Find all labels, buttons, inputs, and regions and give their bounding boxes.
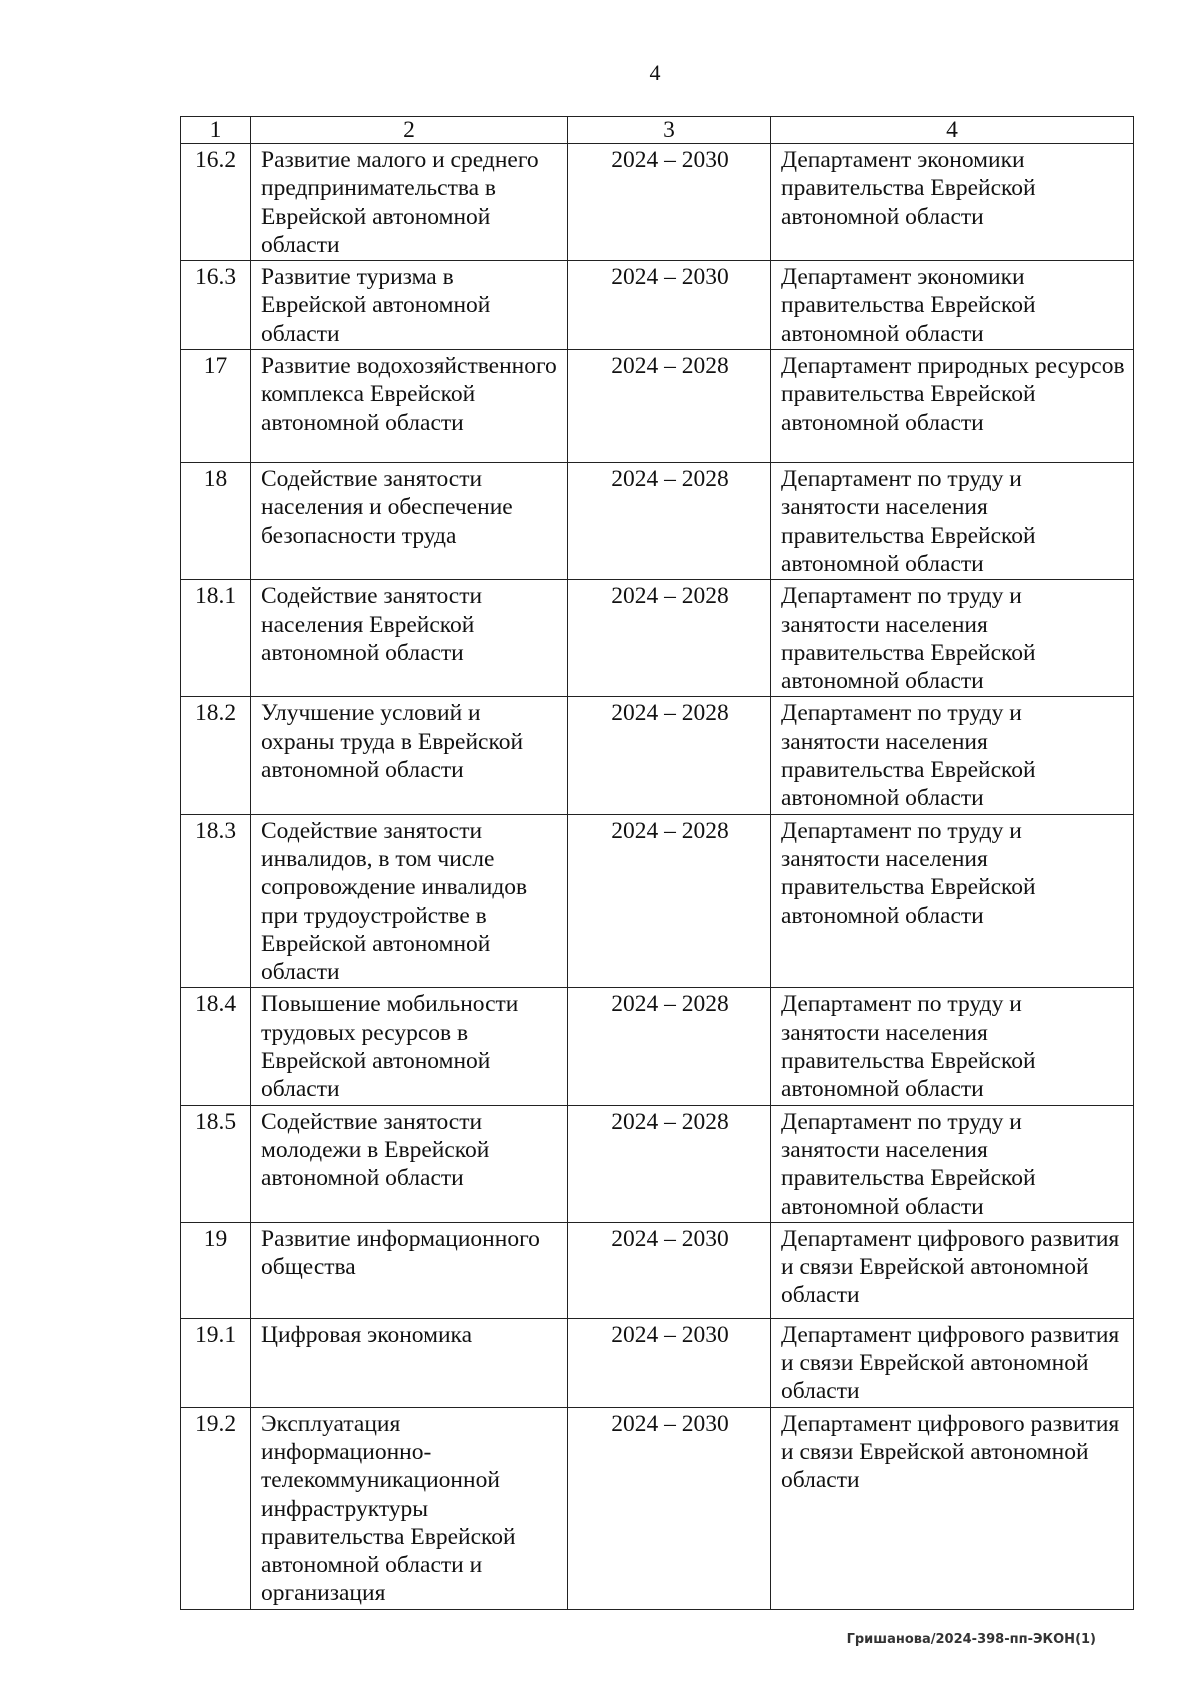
table-row [181,350,1134,463]
row-executor: Департамент природных ресурсов правительства Еврейской автономной области [771,350,1134,463]
table-header-row [181,117,1134,144]
row-name: Улучшение условий и охраны труда в Еврейской автономной области [251,697,568,814]
row-executor: Департамент по труду и занятости населения правительства Еврейской автономной области [771,814,1134,988]
page-number: 4 [649,60,661,85]
row-name: Содействие занятости населения Еврейской автономной области [251,580,568,697]
table-row [181,1105,1134,1222]
row-period: 2024 – 2028 [568,988,771,1105]
row-number: 18.1 [181,580,251,697]
row-name: Развитие водохозяйственного комплекса Еврейской автономной области [251,350,568,463]
row-name: Эксплуатация информационно-телекоммуникационной инфраструктуры правительства Еврейской автономной области и организация [251,1407,568,1609]
row-number: 16.2 [181,144,251,261]
table-row [181,144,1134,261]
row-number: 18.3 [181,814,251,988]
row-executor: Департамент по труду и занятости населения правительства Еврейской автономной области [771,988,1134,1105]
row-number: 19 [181,1222,251,1318]
row-executor: Департамент по труду и занятости населения правительства Еврейской автономной области [771,580,1134,697]
row-name: Развитие малого и среднего предпринимательства в Еврейской автономной области [251,144,568,261]
row-executor: Департамент цифрового развития и связи Еврейской автономной области [771,1222,1134,1318]
header-cell-4: 4 [771,117,1134,144]
header-cell-3: 3 [568,117,771,144]
row-name: Содействие занятости молодежи в Еврейской автономной области [251,1105,568,1222]
row-executor: Департамент по труду и занятости населения правительства Еврейской автономной области [771,697,1134,814]
row-number: 19.1 [181,1318,251,1407]
row-period: 2024 – 2028 [568,463,771,580]
row-number: 17 [181,350,251,463]
row-executor: Департамент по труду и занятости населения правительства Еврейской автономной области [771,1105,1134,1222]
row-number: 16.3 [181,261,251,350]
header-cell-1: 1 [181,117,251,144]
table-row [181,1318,1134,1407]
table-row [181,1407,1134,1609]
table-row [181,1222,1134,1318]
row-number: 19.2 [181,1407,251,1609]
row-name: Содействие занятости населения и обеспечение безопасности труда [251,463,568,580]
header-cell-2: 2 [251,117,568,144]
row-executor: Департамент экономики правительства Еврейской автономной области [771,261,1134,350]
row-period: 2024 – 2028 [568,580,771,697]
table-row [181,814,1134,988]
row-period: 2024 – 2030 [568,261,771,350]
row-period: 2024 – 2030 [568,1222,771,1318]
row-period: 2024 – 2028 [568,1105,771,1222]
row-executor: Департамент экономики правительства Еврейской автономной области [771,144,1134,261]
row-period: 2024 – 2030 [568,1318,771,1407]
programs-table [180,116,1134,1610]
row-executor: Департамент цифрового развития и связи Еврейской автономной области [771,1318,1134,1407]
footer-document-code: Гришанова/2024-398-пп-ЭКОН(1) [846,1632,1096,1647]
table-row [181,580,1134,697]
row-name: Цифровая экономика [251,1318,568,1407]
row-period: 2024 – 2030 [568,144,771,261]
row-period: 2024 – 2028 [568,814,771,988]
table-row [181,697,1134,814]
row-name: Развитие информационного общества [251,1222,568,1318]
row-number: 18 [181,463,251,580]
row-period: 2024 – 2028 [568,697,771,814]
row-number: 18.2 [181,697,251,814]
table-row [181,463,1134,580]
row-name: Содействие занятости инвалидов, в том числе сопровождение инвалидов при трудоустройстве в Еврейской автономной области [251,814,568,988]
row-executor: Департамент цифрового развития и связи Еврейской автономной области [771,1407,1134,1609]
row-period: 2024 – 2030 [568,1407,771,1609]
row-name: Развитие туризма в Еврейской автономной области [251,261,568,350]
row-number: 18.5 [181,1105,251,1222]
row-name: Повышение мобильности трудовых ресурсов в Еврейской автономной области [251,988,568,1105]
row-period: 2024 – 2028 [568,350,771,463]
row-executor: Департамент по труду и занятости населения правительства Еврейской автономной области [771,463,1134,580]
table-row [181,261,1134,350]
row-number: 18.4 [181,988,251,1105]
table-row [181,988,1134,1105]
